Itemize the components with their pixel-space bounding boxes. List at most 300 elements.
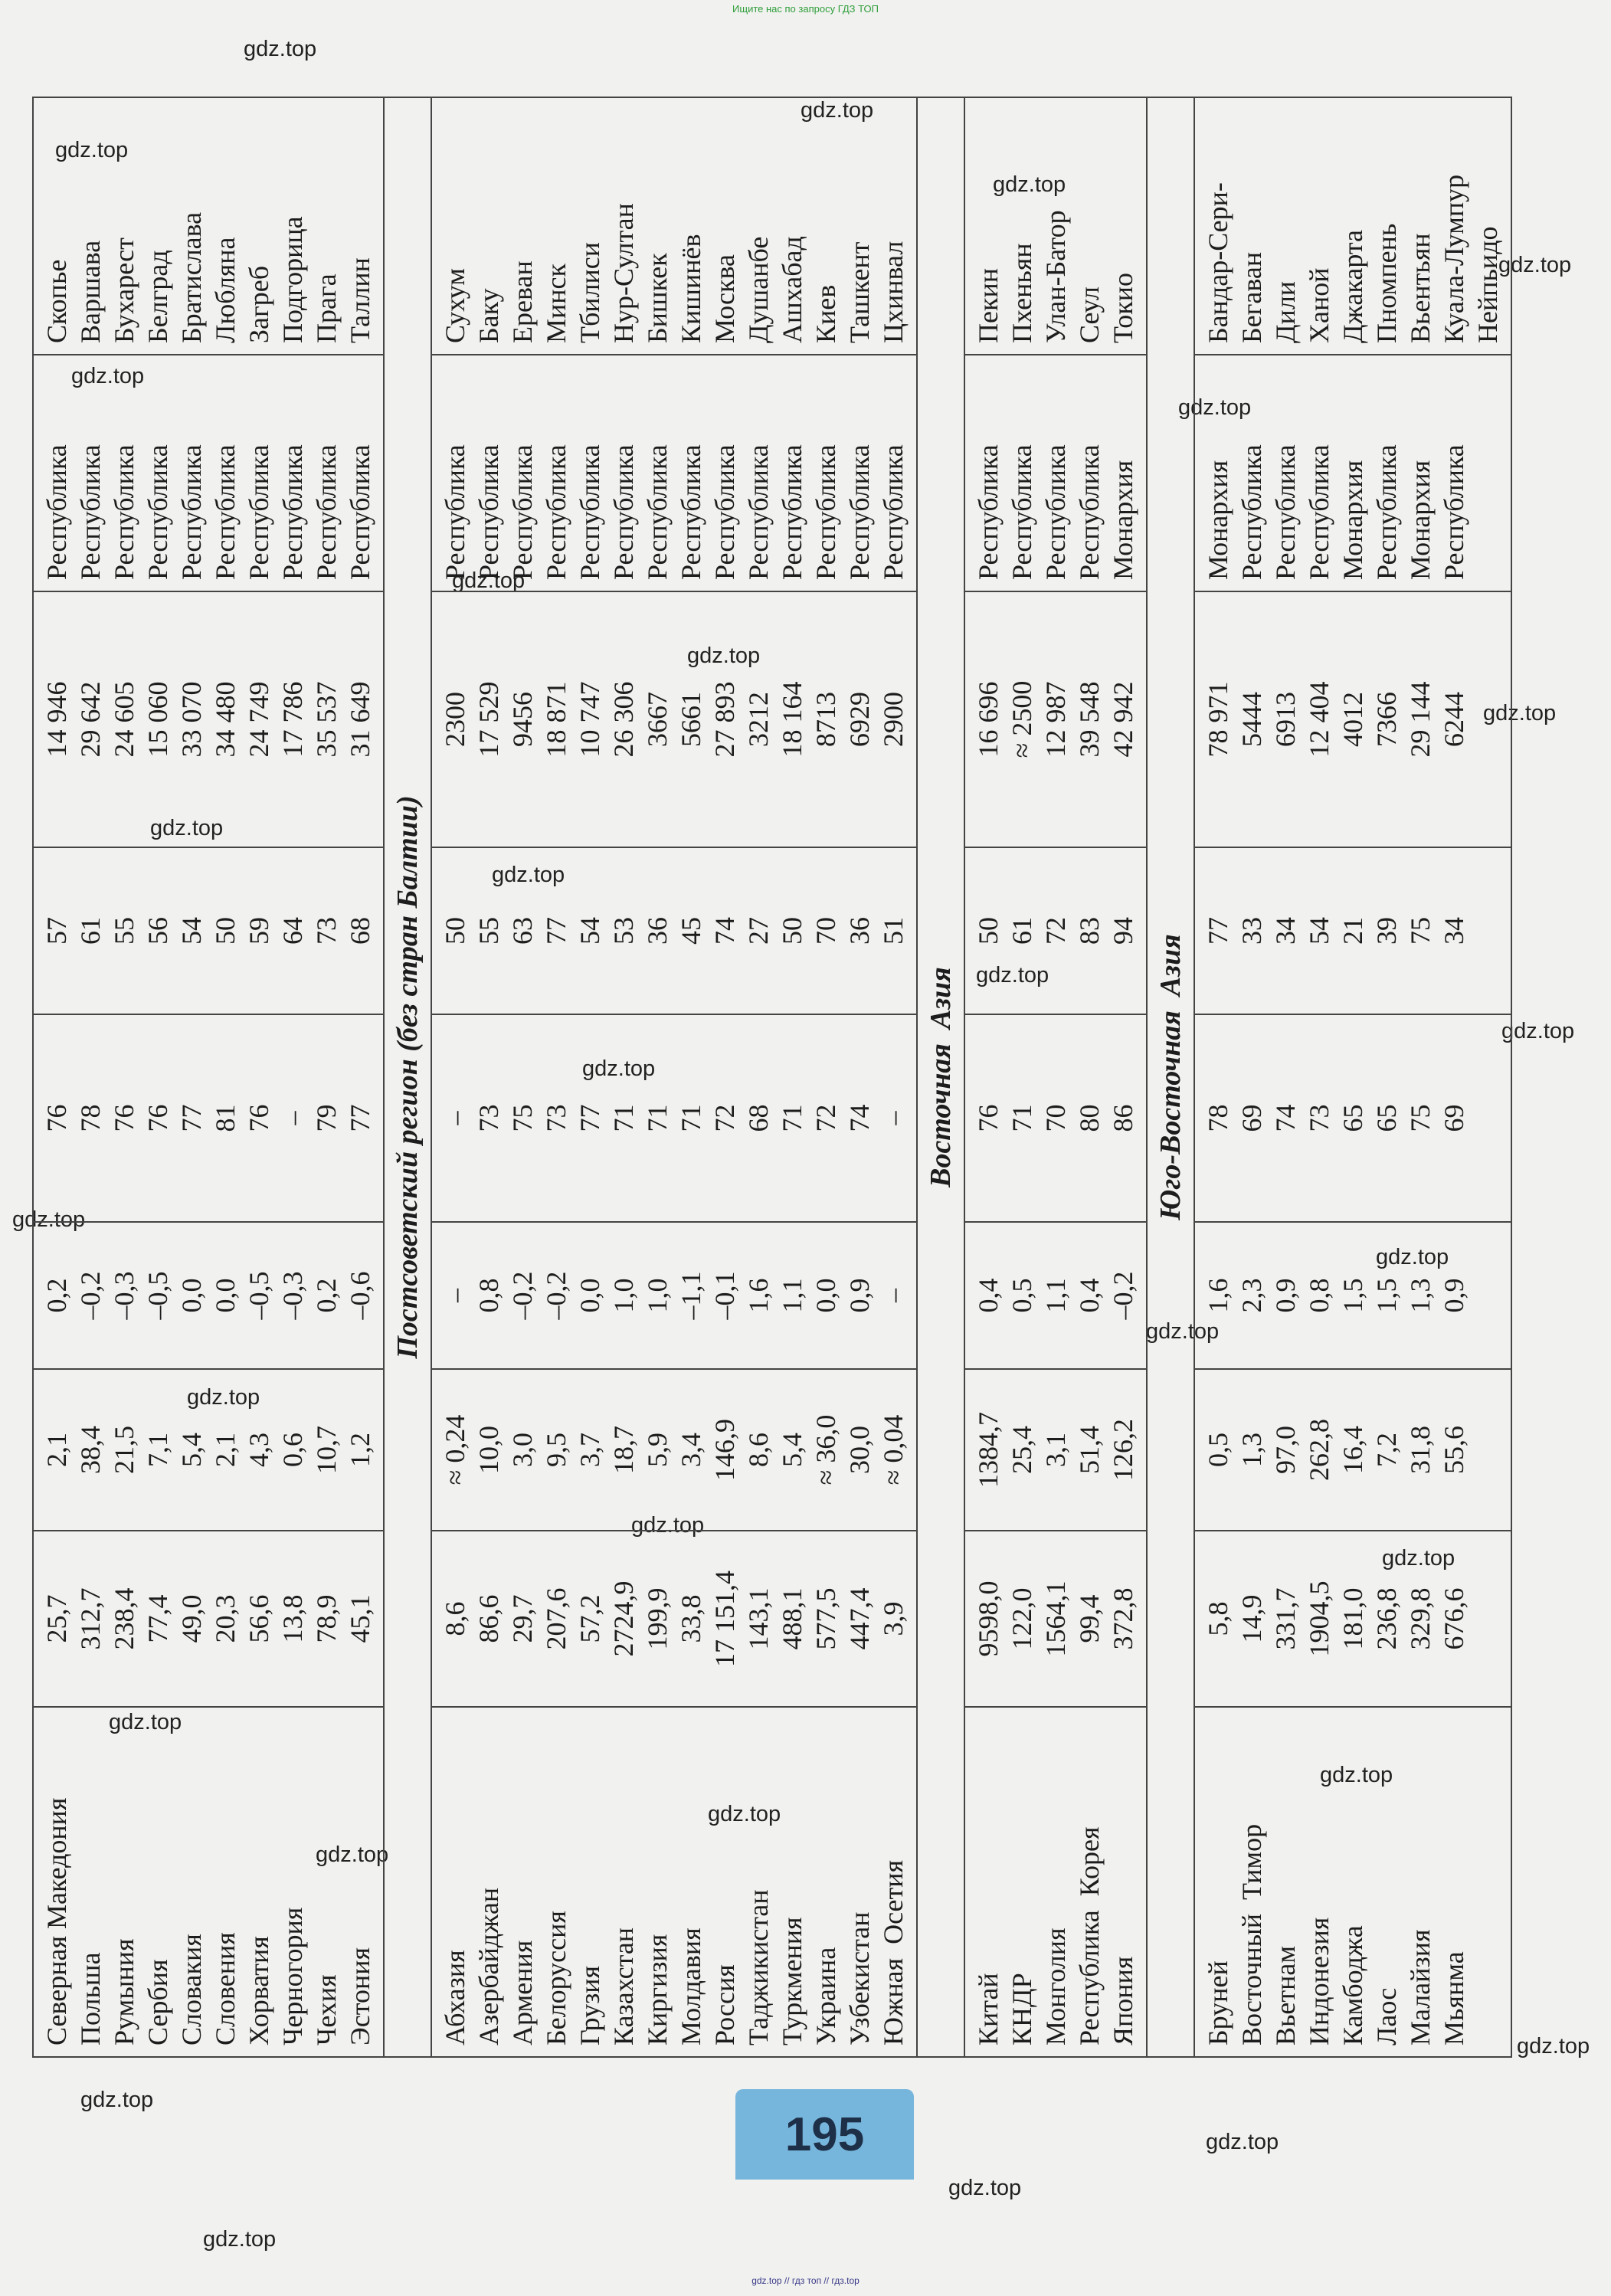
growth-value-column <box>1194 1222 1511 1369</box>
government-form: Республика <box>1007 444 1037 580</box>
watermark-text: gdz.top <box>1517 2034 1590 2059</box>
government-form: Республика <box>277 444 308 580</box>
life-expectancy-value: – <box>878 1111 909 1125</box>
population-value: ≈ 36,0 <box>810 1414 841 1485</box>
urban-share-value: 61 <box>1007 917 1037 945</box>
population-value: 18,7 <box>608 1426 639 1474</box>
life-expectancy-value: 73 <box>1304 1104 1334 1132</box>
country-name-column <box>964 1707 1147 2057</box>
government-form: Монархия <box>1203 460 1233 580</box>
growth-value: 0,0 <box>210 1278 241 1313</box>
area-value: 78,9 <box>311 1594 342 1643</box>
capital-name: Сухум <box>440 267 470 343</box>
government-form: Республика <box>176 444 207 580</box>
government-form: Республика <box>844 444 875 580</box>
life-expectancy-value: 71 <box>608 1104 639 1132</box>
area-value: 99,4 <box>1074 1594 1105 1643</box>
gdp-value-column <box>431 591 917 847</box>
population-value: 30,0 <box>844 1426 875 1474</box>
urban-share-value: 77 <box>541 917 571 945</box>
growth-value-column <box>33 1222 384 1369</box>
urban-share-value-column <box>964 847 1147 1014</box>
population-value: 97,0 <box>1270 1426 1301 1474</box>
country-name: Хорватия <box>244 1936 274 2045</box>
government-form: Республика <box>244 444 274 580</box>
government-form: Монархия <box>1338 460 1368 580</box>
growth-value: –0,2 <box>507 1271 538 1320</box>
country-name: Восточный Тимор <box>1236 1823 1267 2045</box>
gdp-value: 8713 <box>810 692 841 747</box>
gdp-value: 2900 <box>878 692 909 747</box>
watermark-text: gdz.top <box>1501 1019 1575 1043</box>
watermark-text: gdz.top <box>452 568 526 593</box>
country-name: Малайзия <box>1405 1929 1436 2045</box>
growth-value: 0,8 <box>473 1278 504 1313</box>
capital-name: Куала-Лумпур <box>1439 174 1469 343</box>
area-value: 77,4 <box>142 1594 173 1643</box>
watermark-text: gdz.top <box>948 2176 1022 2200</box>
population-value: 2,1 <box>41 1433 72 1467</box>
area-value: 372,8 <box>1108 1587 1138 1650</box>
urban-share-value: 94 <box>1108 917 1138 945</box>
growth-value: 0,0 <box>176 1278 207 1313</box>
country-name: Румыния <box>109 1938 139 2045</box>
growth-value: –0,6 <box>345 1271 375 1320</box>
urban-share-value: 75 <box>1405 917 1436 945</box>
watermark-text: gdz.top <box>1498 253 1572 277</box>
population-value: ≈ 0,24 <box>440 1414 470 1485</box>
urban-share-value: 33 <box>1236 917 1267 945</box>
urban-share-value: 34 <box>1439 917 1469 945</box>
country-name: Абхазия <box>440 1950 470 2045</box>
life-expectancy-value: 73 <box>541 1104 571 1132</box>
section-title: Юго-Восточная Азия <box>1147 97 1194 2057</box>
life-expectancy-value: 69 <box>1236 1104 1267 1132</box>
urban-share-value: 72 <box>1040 917 1071 945</box>
area-value: 447,4 <box>844 1587 875 1650</box>
area-value: 33,8 <box>676 1594 706 1643</box>
area-value: 3,9 <box>878 1601 909 1636</box>
capital-name: Киев <box>810 284 841 343</box>
government-form: Республика <box>142 444 173 580</box>
urban-share-value: 50 <box>777 917 807 945</box>
life-expectancy-value: 78 <box>1203 1104 1233 1132</box>
government-form: Республика <box>1304 444 1334 580</box>
government-form: Республика <box>345 444 375 580</box>
government-form: Республика <box>440 444 470 580</box>
capital-name: Таллин <box>345 257 375 343</box>
population-value: 16,4 <box>1338 1426 1368 1474</box>
growth-value: –0,1 <box>709 1271 740 1320</box>
growth-value: 0,0 <box>810 1278 841 1313</box>
urban-share-value: 73 <box>311 917 342 945</box>
growth-value: – <box>440 1289 470 1302</box>
government-form: Республика <box>311 444 342 580</box>
area-value: 1564,1 <box>1040 1580 1071 1657</box>
country-name: Вьетнам <box>1270 1945 1301 2045</box>
watermark-text: gdz.top <box>150 816 224 840</box>
watermark-text: gdz.top <box>316 1842 389 1867</box>
life-expectancy-value: 78 <box>75 1104 106 1132</box>
area-value: 29,7 <box>507 1594 538 1643</box>
area-value: 8,6 <box>440 1601 470 1636</box>
gdp-value: 31 649 <box>345 681 375 758</box>
growth-value: 0,0 <box>575 1278 605 1313</box>
country-name: Белоруссия <box>541 1911 571 2045</box>
growth-value: 0,9 <box>1270 1278 1301 1313</box>
country-name: Азербайджан <box>473 1887 504 2045</box>
capital-name: Бишкек <box>642 253 673 343</box>
population-value: 5,4 <box>176 1433 207 1467</box>
growth-value: – <box>878 1289 909 1302</box>
gdp-value: 39 548 <box>1074 681 1105 758</box>
capital-name-column <box>964 97 1147 355</box>
area-value: 143,1 <box>743 1587 774 1650</box>
watermark-text: gdz.top <box>492 863 565 887</box>
header-note: Ищите нас по запросу ГДЗ ТОП <box>732 3 879 15</box>
country-name: Черногория <box>277 1907 308 2045</box>
population-value: 51,4 <box>1074 1426 1105 1474</box>
life-expectancy-value: 76 <box>109 1104 139 1132</box>
urban-share-value: 63 <box>507 917 538 945</box>
section-header-row <box>1147 97 1194 2057</box>
rotated-table-container <box>32 98 1503 2058</box>
population-value: 1384,7 <box>973 1412 1004 1488</box>
footer-note: gdz.top // гдз топ // гдз.top <box>751 2275 860 2286</box>
urban-share-value: 53 <box>608 917 639 945</box>
capital-name: Нейпьидо <box>1472 226 1503 343</box>
gdp-value: 12 987 <box>1040 681 1071 758</box>
urban-share-value: 74 <box>709 917 740 945</box>
urban-share-value: 51 <box>878 917 909 945</box>
table-block-row <box>964 97 1147 2057</box>
population-value: 3,1 <box>1040 1433 1071 1467</box>
watermark-text: gdz.top <box>109 1710 182 1734</box>
life-expectancy-value: 75 <box>1405 1104 1436 1132</box>
growth-value: 1,1 <box>1040 1278 1071 1313</box>
watermark-text: gdz.top <box>1178 395 1252 420</box>
gdp-value: 15 060 <box>142 681 173 758</box>
growth-value: 1,0 <box>608 1278 639 1313</box>
country-name: Таджикистан <box>743 1889 774 2045</box>
urban-share-value: 57 <box>41 917 72 945</box>
area-value: 329,8 <box>1405 1587 1436 1650</box>
urban-share-value: 36 <box>844 917 875 945</box>
population-value: 25,4 <box>1007 1426 1037 1474</box>
capital-name: Бухарест <box>109 237 139 343</box>
country-name: Монголия <box>1040 1928 1071 2045</box>
watermark-text: gdz.top <box>187 1385 260 1410</box>
watermark-text: gdz.top <box>801 98 874 123</box>
life-expectancy-value-column <box>431 1014 917 1222</box>
area-value: 236,8 <box>1371 1587 1402 1650</box>
gdp-value: 18 164 <box>777 681 807 758</box>
area-value: 9598,0 <box>973 1580 1004 1657</box>
life-expectancy-value: 71 <box>642 1104 673 1132</box>
country-name: Лаос <box>1371 1987 1402 2045</box>
gdp-value: 24 605 <box>109 681 139 758</box>
gdp-value: 9456 <box>507 692 538 747</box>
urban-share-value: 21 <box>1338 917 1368 945</box>
government-form: Республика <box>1439 444 1469 580</box>
population-value: 3,0 <box>507 1433 538 1467</box>
area-value: 676,6 <box>1439 1587 1469 1650</box>
government-form: Республика <box>642 444 673 580</box>
capital-name: Токио <box>1108 272 1138 343</box>
capital-name: Москва <box>709 254 740 343</box>
growth-value: –0,3 <box>109 1271 139 1320</box>
watermark-text: gdz.top <box>71 364 145 388</box>
area-value: 13,8 <box>277 1594 308 1643</box>
area-value: 5,8 <box>1203 1601 1233 1636</box>
urban-share-value: 50 <box>973 917 1004 945</box>
urban-share-value: 70 <box>810 917 841 945</box>
capital-name: Дили <box>1270 280 1301 343</box>
country-name: Туркмения <box>777 1917 807 2045</box>
capital-name: Нур-Султан <box>608 203 639 343</box>
urban-share-value: 83 <box>1074 917 1105 945</box>
population-value: 10,0 <box>473 1426 504 1474</box>
area-value: 181,0 <box>1338 1587 1368 1650</box>
population-value: 5,4 <box>777 1433 807 1467</box>
population-value-column <box>964 1369 1147 1531</box>
capital-name: Баку <box>473 288 504 343</box>
government-form: Республика <box>810 444 841 580</box>
life-expectancy-value: 74 <box>844 1104 875 1132</box>
urban-share-value: 54 <box>1304 917 1334 945</box>
watermark-text: gdz.top <box>1320 1763 1393 1787</box>
government-form: Республика <box>709 444 740 580</box>
population-value: 262,8 <box>1304 1419 1334 1481</box>
capital-name: Душанбе <box>743 236 774 343</box>
area-value-column <box>1194 1531 1511 1707</box>
table-block-row <box>33 97 384 2057</box>
government-form: Республика <box>743 444 774 580</box>
population-value: 7,1 <box>142 1433 173 1467</box>
country-name: Индонезия <box>1304 1917 1334 2045</box>
capital-name: Ташкент <box>844 241 875 343</box>
table-block-row <box>1194 97 1511 2057</box>
government-form: Республика <box>676 444 706 580</box>
capital-name: Бандар-Сери- Бегаван <box>1203 182 1267 343</box>
area-value: 56,6 <box>244 1594 274 1643</box>
capital-name: Пномпень <box>1371 223 1402 343</box>
watermark-text: gdz.top <box>582 1056 656 1081</box>
growth-value-column <box>964 1222 1147 1369</box>
capital-name: Джакарта <box>1338 229 1368 343</box>
section-header-row <box>384 97 431 2057</box>
urban-share-value: 50 <box>210 917 241 945</box>
section-header-row <box>917 97 964 2057</box>
area-value: 14,9 <box>1236 1594 1267 1643</box>
population-value: ≈ 0,04 <box>878 1414 909 1485</box>
population-value: 0,6 <box>277 1433 308 1467</box>
area-value: 20,3 <box>210 1594 241 1643</box>
country-name-column <box>1194 1707 1511 2057</box>
urban-share-value: 34 <box>1270 917 1301 945</box>
growth-value: –0,2 <box>541 1271 571 1320</box>
gdp-value-column <box>33 591 384 847</box>
growth-value: –0,5 <box>142 1271 173 1320</box>
population-value-column <box>33 1369 384 1531</box>
life-expectancy-value: 72 <box>709 1104 740 1132</box>
gdp-value: 3212 <box>743 692 774 747</box>
table-block-row <box>431 97 917 2057</box>
gdp-value: 33 070 <box>176 681 207 758</box>
growth-value: –0,3 <box>277 1271 308 1320</box>
gdp-value: 5444 <box>1236 692 1267 747</box>
capital-name: Любляна <box>210 237 241 343</box>
area-value: 312,7 <box>75 1587 106 1650</box>
growth-value: 1,6 <box>1203 1278 1233 1313</box>
area-value: 1904,5 <box>1304 1580 1334 1657</box>
country-name: Япония <box>1108 1956 1138 2045</box>
gdp-value: 14 946 <box>41 681 72 758</box>
urban-share-value: 36 <box>642 917 673 945</box>
country-name: Сербия <box>142 1959 173 2045</box>
capital-name: Тбилиси <box>575 241 605 343</box>
growth-value: 1,3 <box>1405 1278 1436 1313</box>
page-number: 195 <box>735 2089 914 2180</box>
life-expectancy-value: 71 <box>676 1104 706 1132</box>
life-expectancy-value: 81 <box>210 1104 241 1132</box>
country-name: Камбоджа <box>1338 1925 1368 2045</box>
capital-name-column <box>1194 97 1511 355</box>
urban-share-value: 54 <box>575 917 605 945</box>
growth-value: 1,5 <box>1338 1278 1368 1313</box>
area-value: 122,0 <box>1007 1587 1037 1650</box>
country-name: Казахстан <box>608 1927 639 2045</box>
gdp-value: 16 696 <box>973 681 1004 758</box>
area-value-column <box>431 1531 917 1707</box>
watermark-text: gdz.top <box>80 2088 154 2112</box>
watermark-text: gdz.top <box>687 644 761 668</box>
life-expectancy-value: 75 <box>507 1104 538 1132</box>
government-form: Республика <box>973 444 1004 580</box>
growth-value-column <box>431 1222 917 1369</box>
government-form: Республика <box>1074 444 1105 580</box>
area-value: 207,6 <box>541 1587 571 1650</box>
urban-share-value: 56 <box>142 917 173 945</box>
country-name-column <box>431 1707 917 2057</box>
population-value: 8,6 <box>743 1433 774 1467</box>
gdp-value: 29 144 <box>1405 681 1436 758</box>
life-expectancy-value-column <box>33 1014 384 1222</box>
capital-name: Улан-Батор <box>1040 210 1071 343</box>
gdp-value: 24 749 <box>244 681 274 758</box>
growth-value: –0,2 <box>75 1271 106 1320</box>
country-name: Грузия <box>575 1965 605 2045</box>
urban-share-value-column <box>431 847 917 1014</box>
government-form: Республика <box>1236 444 1267 580</box>
population-value: 3,7 <box>575 1433 605 1467</box>
area-value: 488,1 <box>777 1587 807 1650</box>
population-value: 10,7 <box>311 1426 342 1474</box>
capital-name: Варшава <box>75 240 106 343</box>
government-form: Республика <box>608 444 639 580</box>
area-value: 331,7 <box>1270 1587 1301 1650</box>
urban-share-value: 45 <box>676 917 706 945</box>
population-value-column <box>1194 1369 1511 1531</box>
government-form: Республика <box>878 444 909 580</box>
life-expectancy-value: 70 <box>1040 1104 1071 1132</box>
growth-value: 1,0 <box>642 1278 673 1313</box>
life-expectancy-value: 69 <box>1439 1104 1469 1132</box>
capital-name: Цхинвал <box>878 241 909 343</box>
urban-share-value: 59 <box>244 917 274 945</box>
gdp-value: 17 529 <box>473 681 504 758</box>
population-value-column <box>431 1369 917 1531</box>
gdp-value: 18 871 <box>541 681 571 758</box>
capital-name: Ашхабад <box>777 236 807 343</box>
growth-value: –0,2 <box>1108 1271 1138 1320</box>
life-expectancy-value: 77 <box>345 1104 375 1132</box>
life-expectancy-value: 72 <box>810 1104 841 1132</box>
gdp-value: 12 404 <box>1304 681 1334 758</box>
growth-value: 1,1 <box>777 1278 807 1313</box>
country-name: Бруней <box>1203 1960 1233 2045</box>
government-form-column <box>1194 355 1511 591</box>
government-form: Республика <box>41 444 72 580</box>
growth-value: –1,1 <box>676 1271 706 1320</box>
country-name: Киргизия <box>642 1934 673 2045</box>
life-expectancy-value: 80 <box>1074 1104 1105 1132</box>
growth-value: 0,4 <box>973 1278 1004 1313</box>
watermark-text: gdz.top <box>244 37 317 61</box>
growth-value: 0,5 <box>1007 1278 1037 1313</box>
country-name: КНДР <box>1007 1973 1037 2045</box>
government-form-column <box>33 355 384 591</box>
watermark-text: gdz.top <box>631 1513 705 1538</box>
gdp-value: 4012 <box>1338 692 1368 747</box>
growth-value: 0,2 <box>311 1278 342 1313</box>
life-expectancy-value: 71 <box>1007 1104 1037 1132</box>
government-form: Республика <box>541 444 571 580</box>
government-form: Республика <box>1040 444 1071 580</box>
watermark-text: gdz.top <box>1382 1546 1455 1571</box>
urban-share-value: 50 <box>440 917 470 945</box>
capital-name: Скопье <box>41 259 72 343</box>
government-form: Монархия <box>1108 460 1138 580</box>
country-name: Молдавия <box>676 1928 706 2045</box>
gdp-value: 6244 <box>1439 692 1469 747</box>
area-value: 17 151,4 <box>709 1571 740 1667</box>
area-value: 199,9 <box>642 1587 673 1650</box>
life-expectancy-value: 65 <box>1371 1104 1402 1132</box>
government-form-column <box>964 355 1147 591</box>
population-value: 3,4 <box>676 1433 706 1467</box>
area-value-column <box>964 1531 1147 1707</box>
country-name: Чехия <box>311 1974 342 2045</box>
growth-value: 0,2 <box>41 1278 72 1313</box>
urban-share-value: 55 <box>109 917 139 945</box>
gdp-value: 5661 <box>676 692 706 747</box>
population-value: 4,3 <box>244 1433 274 1467</box>
life-expectancy-value: 76 <box>41 1104 72 1132</box>
population-value: 9,5 <box>541 1433 571 1467</box>
watermark-text: gdz.top <box>12 1207 86 1232</box>
urban-share-value: 54 <box>176 917 207 945</box>
country-name-column <box>33 1707 384 2057</box>
capital-name: Вьентьян <box>1405 233 1436 343</box>
population-value: 0,5 <box>1203 1433 1233 1467</box>
growth-value: 0,9 <box>1439 1278 1469 1313</box>
country-name: Северная Македония <box>41 1797 72 2045</box>
gdp-value-column <box>964 591 1147 847</box>
life-expectancy-value: 74 <box>1270 1104 1301 1132</box>
gdp-value: 10 747 <box>575 681 605 758</box>
life-expectancy-value: 79 <box>311 1104 342 1132</box>
